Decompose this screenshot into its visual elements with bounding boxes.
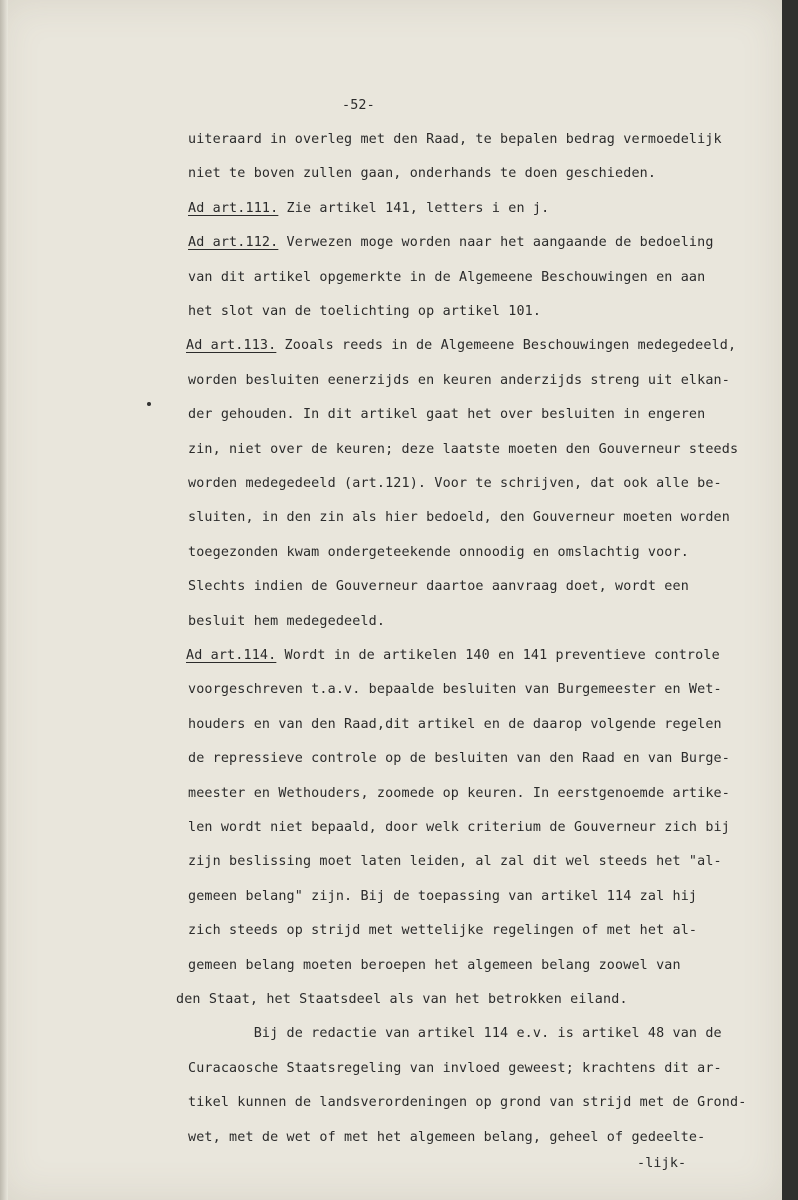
article-label: Ad art.112. [188,235,279,251]
text-line [188,820,730,835]
text-line [188,1026,722,1041]
line-text: meester en Wethouders, zoomede op keuren. In eerstgenoemde artike- [188,785,730,801]
line-text: van dit artikel opgemerkte in de Algemeene Beschouwingen en aan [188,269,706,285]
text-line [188,854,722,869]
text-line [188,235,714,250]
text-line [188,373,730,388]
text-line [188,682,722,697]
text-line [188,510,730,525]
catchword: -lijk- [637,1156,687,1171]
line-text: gemeen belang" zijn. Bij de toepassing van artikel 114 zal hij [188,888,698,904]
line-text: Verwezen moge worden naar het aangaande de bedoeling [278,235,714,251]
text-line [188,442,738,457]
line-text: den Staat, het Staatsdeel als van het betrokken eiland. [176,992,628,1007]
text-line [188,476,722,491]
line-text: voorgeschreven t.a.v. bepaalde besluiten van Burgemeester en Wet- [188,682,722,698]
line-text: zijn beslissing moet laten leiden, al zal dit wel steeds het "al- [188,854,722,870]
scan-border [782,0,798,1200]
line-text: tikel kunnen de landsverordeningen op grond van strijd met de Grond- [188,1095,747,1111]
line-text: Zie artikel 141, letters i en j. [278,200,550,216]
line-text: worden besluiten eenerzijds en keuren anderzijds streng uit elkan- [188,372,730,388]
line-text: sluiten, in den zin als hier bedoeld, den Gouverneur moeten worden [188,510,730,526]
page-left-shadow [0,0,8,1200]
text-line [188,1095,746,1110]
line-text: gemeen belang moeten beroepen het algemeen belang zoowel van [188,957,681,973]
text-line [176,992,628,1007]
text-line [188,1061,722,1076]
line-text: zich steeds op strijd met wettelijke regelingen of met het al- [188,923,698,939]
article-label: Ad art.111. [188,200,279,216]
line-text: len wordt niet bepaald, door welk criterium de Gouverneur zich bij [188,820,730,835]
text-line [188,751,730,766]
text-line [188,201,549,216]
text-line [186,648,720,663]
line-text: uiteraard in overleg met den Raad, te bepalen bedrag vermoedelijk [188,132,722,147]
text-line [188,166,656,181]
line-text: houders en van den Raad,dit artikel en de daarop volgende regelen [188,716,722,732]
text-line [188,786,730,801]
line-text: het slot van de toelichting op artikel 101. [188,304,542,319]
text-line [188,132,722,147]
line-text: Wordt in de artikelen 140 en 141 preventieve controle [276,648,720,663]
text-line [188,270,705,285]
text-line [188,579,689,594]
line-text: niet te boven zullen gaan, onderhands te doen geschieden. [188,166,657,182]
line-text: Zooals reeds in de Algemeene Beschouwingen medegedeeld, [276,338,737,354]
text-line [188,614,385,629]
line-text: besluit hem medegedeeld. [188,613,386,629]
line-text: wet, met de wet of met het algemeen belang, geheel of gedeelte- [188,1129,706,1145]
line-text: Slechts indien de Gouverneur daartoe aanvraag doet, wordt een [188,579,689,595]
text-line [188,889,697,904]
line-text: Bij de redactie van artikel 114 e.v. is artikel 48 van de [188,1026,722,1042]
line-text: Curacaosche Staatsregeling van invloed geweest; krachtens dit ar- [188,1060,722,1076]
text-line [186,338,736,353]
line-text: zin, niet over de keuren; deze laatste moeten den Gouverneur steeds [188,441,739,457]
article-label: Ad art.113. [186,338,277,354]
page-number: -52- [342,98,375,113]
line-text: worden medegedeeld (art.121). Voor te schrijven, dat ook alle be- [188,476,722,491]
text-line [188,407,705,422]
text-line [188,717,722,732]
text-line [188,923,697,938]
text-line [188,304,541,319]
text-line [188,545,689,560]
article-label: Ad art.114. [186,648,277,663]
line-text: toegezonden kwam ondergeteekende onnoodig en omslachtig voor. [188,544,689,560]
margin-mark [147,402,151,406]
line-text: der gehouden. In dit artikel gaat het over besluiten in engeren [188,407,706,423]
text-line [188,958,681,973]
line-text: de repressieve controle op de besluiten van den Raad en van Burge- [188,751,730,767]
text-line [188,1130,705,1145]
